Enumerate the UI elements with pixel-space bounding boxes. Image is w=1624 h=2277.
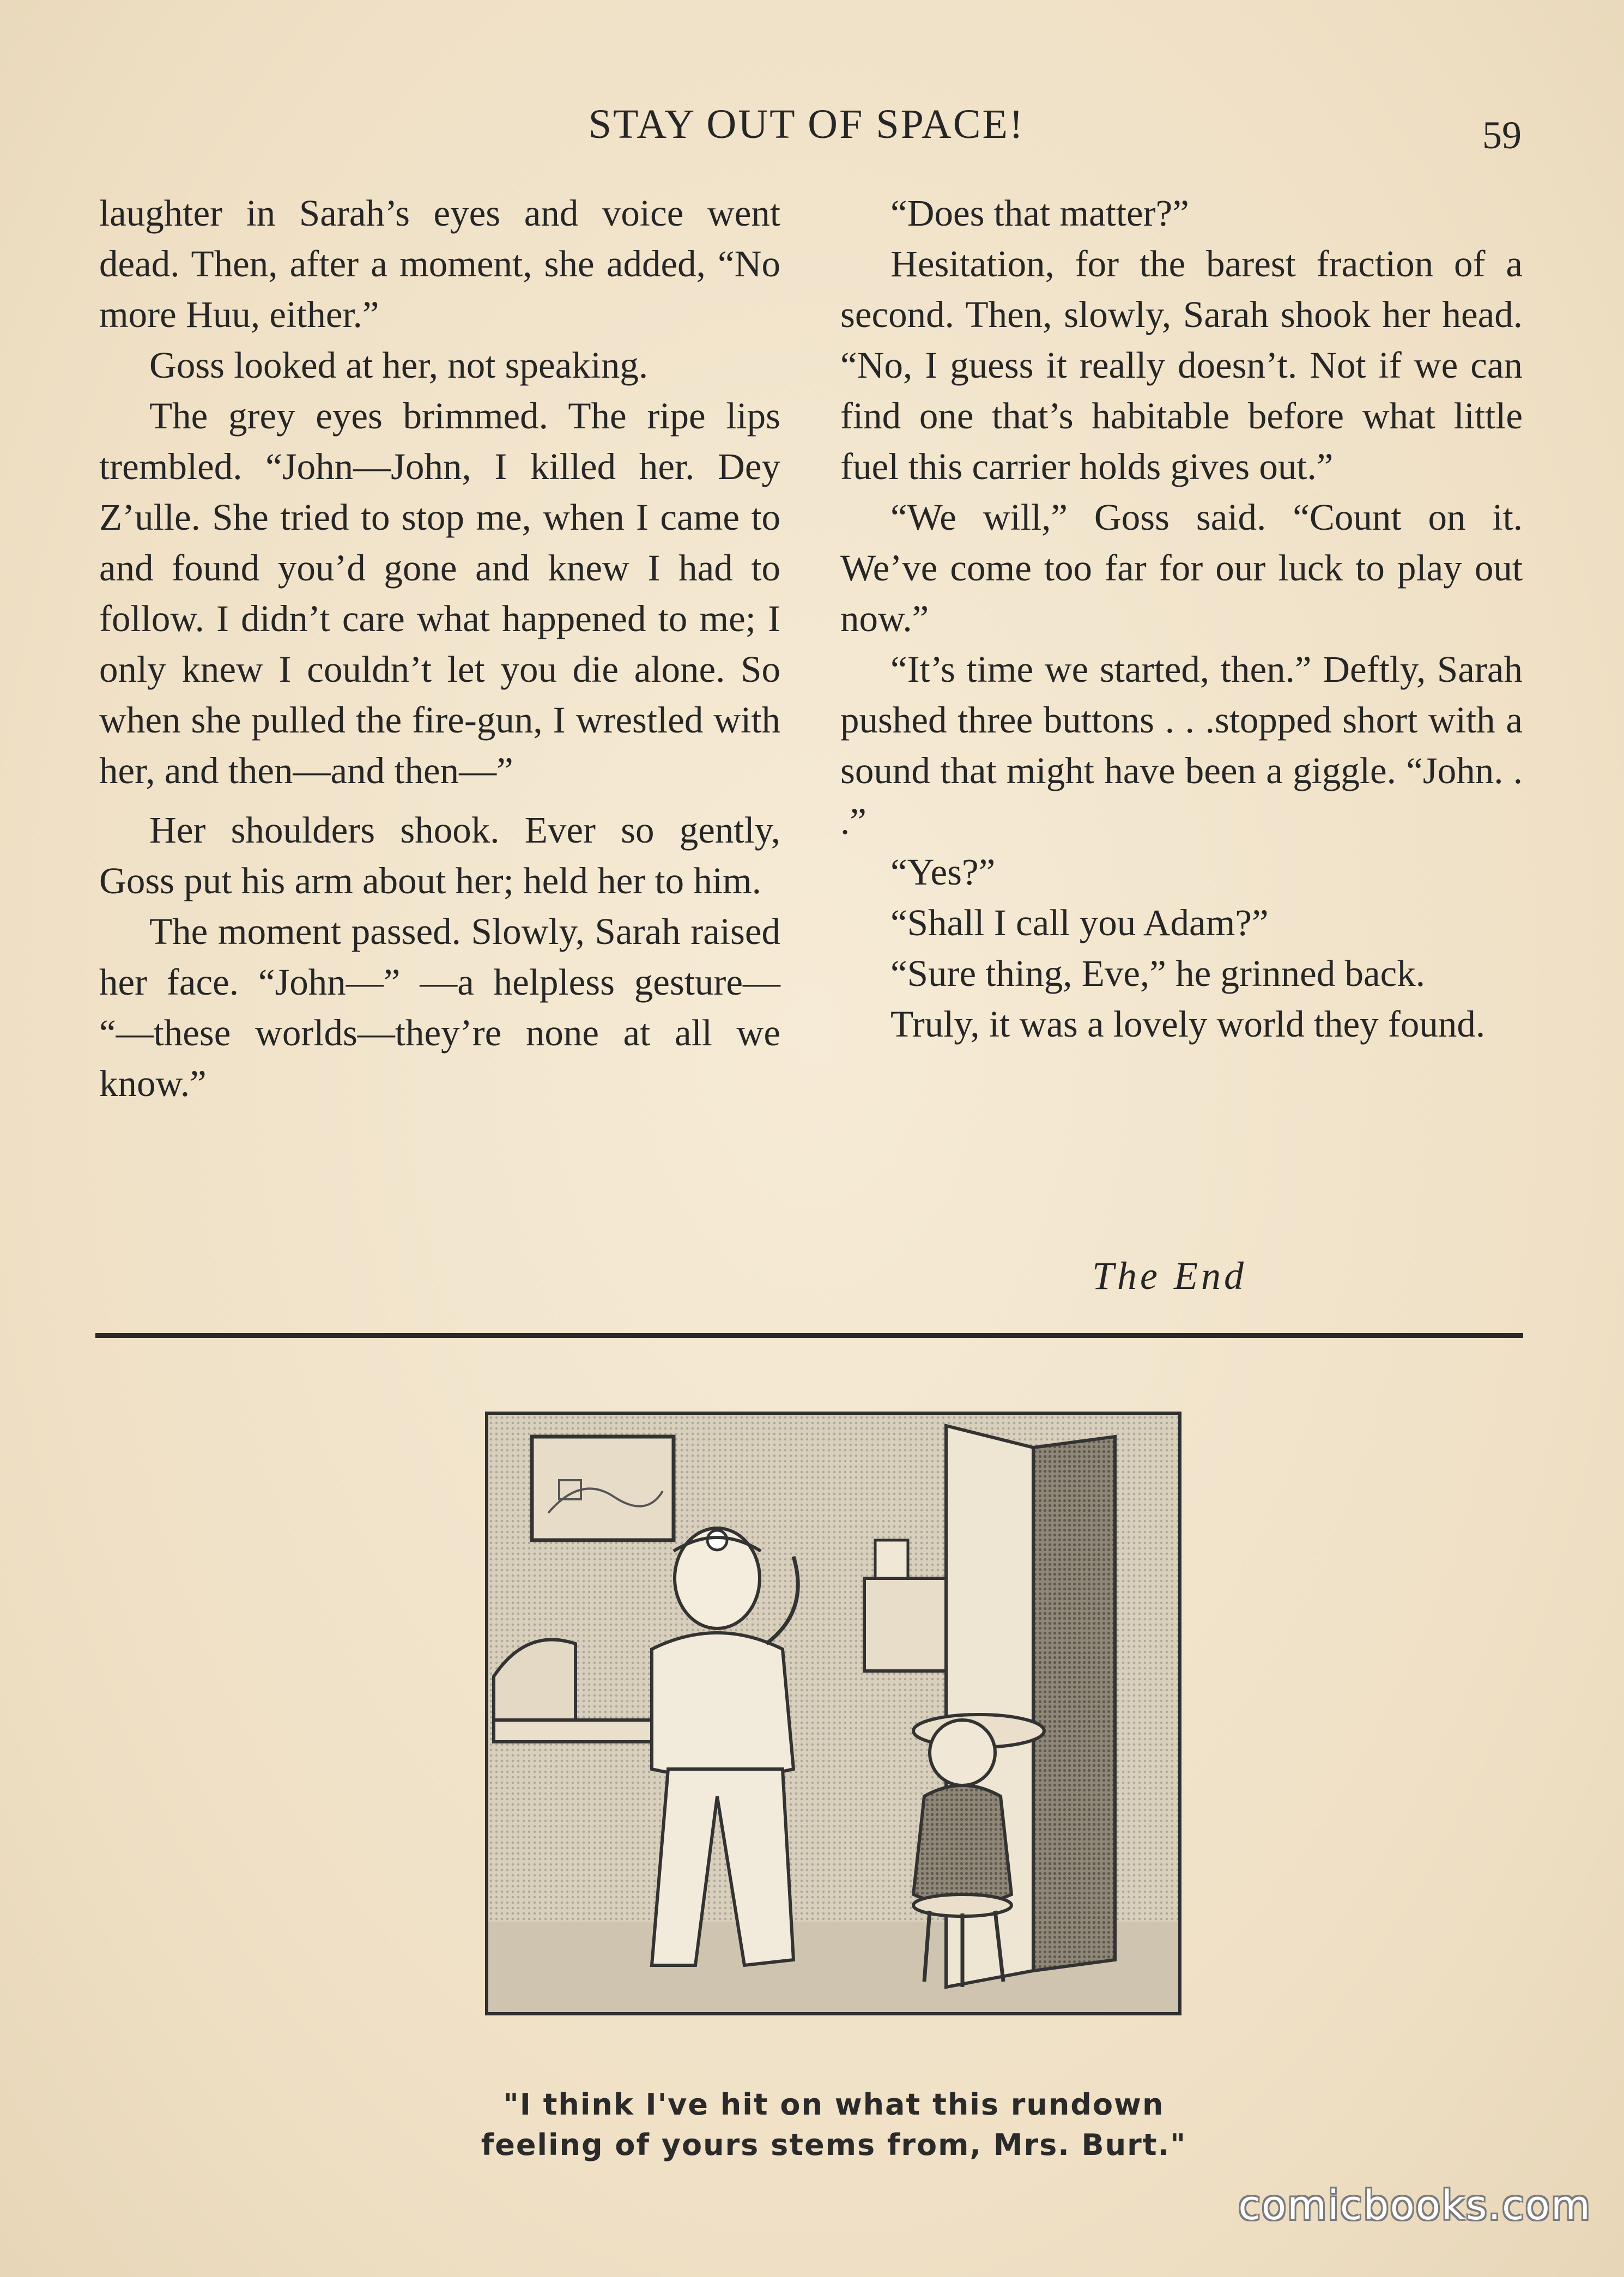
left-column bbox=[99, 188, 780, 1109]
paragraph: “We will,” Goss said. “Count on it. We’ve come too far for our luck to play out now.” bbox=[840, 496, 1523, 639]
paragraph: Goss looked at her, not speaking. bbox=[149, 344, 649, 386]
paragraph: “Sure thing, Eve,” he grinned back. bbox=[890, 953, 1425, 994]
caption-line: feeling of yours stems from, Mrs. Burt." bbox=[481, 2128, 1187, 2162]
paragraph: laughter in Sarah’s eyes and voice went dead. Then, after a moment, she added, “No more Huu, either.” bbox=[99, 192, 780, 335]
paragraph: The grey eyes brimmed. The ripe lips trembled. “John—John, I killed her. Dey Z’ulle. She tried to stop me, when I came to and found you’d gone and knew I had to follow. I didn’t care what happened to me; I only knew I couldn’t let you die alone. So when she pulled the fire-gun, I wrestled with her, and then—and then—” bbox=[99, 395, 780, 791]
paragraph: “Shall I call you Adam?” bbox=[890, 902, 1269, 943]
paragraph: “It’s time we started, then.” Deftly, Sarah pushed three buttons . . .stopped short with a sound that might have been a giggle. “John. . .” bbox=[840, 649, 1523, 842]
cartoon-drawing bbox=[488, 1415, 1178, 2012]
page-number: 59 bbox=[1482, 113, 1522, 157]
paragraph: Hesitation, for the barest fraction of a second. Then, slowly, Sarah shook her head. “No, I guess it really doesn’t. Not if we can find one that’s habitable before what little fuel this carrier holds gives out.” bbox=[840, 243, 1523, 487]
section-divider bbox=[95, 1333, 1523, 1338]
paragraph: The moment passed. Slowly, Sarah raised her face. “John—” —a helpless gesture— “—these worlds—they’re none at all we know.” bbox=[99, 911, 780, 1104]
paragraph: “Yes?” bbox=[890, 851, 996, 893]
paragraph: Truly, it was a lovely world they found. bbox=[890, 1003, 1486, 1045]
right-column bbox=[840, 188, 1523, 1050]
site-watermark: comicbooks.com bbox=[1238, 2182, 1591, 2229]
running-title: STAY OUT OF SPACE! bbox=[588, 101, 1025, 147]
cartoon-caption bbox=[458, 2085, 1210, 2165]
paragraph: Her shoulders shook. Ever so gently, Goss put his arm about her; held her to him. bbox=[99, 809, 780, 901]
caption-line: "I think I've hit on what this rundown bbox=[503, 2087, 1165, 2122]
the-end-label: The End bbox=[1092, 1254, 1247, 1298]
cartoon-illustration bbox=[485, 1412, 1181, 2015]
paragraph: “Does that matter?” bbox=[890, 192, 1189, 234]
